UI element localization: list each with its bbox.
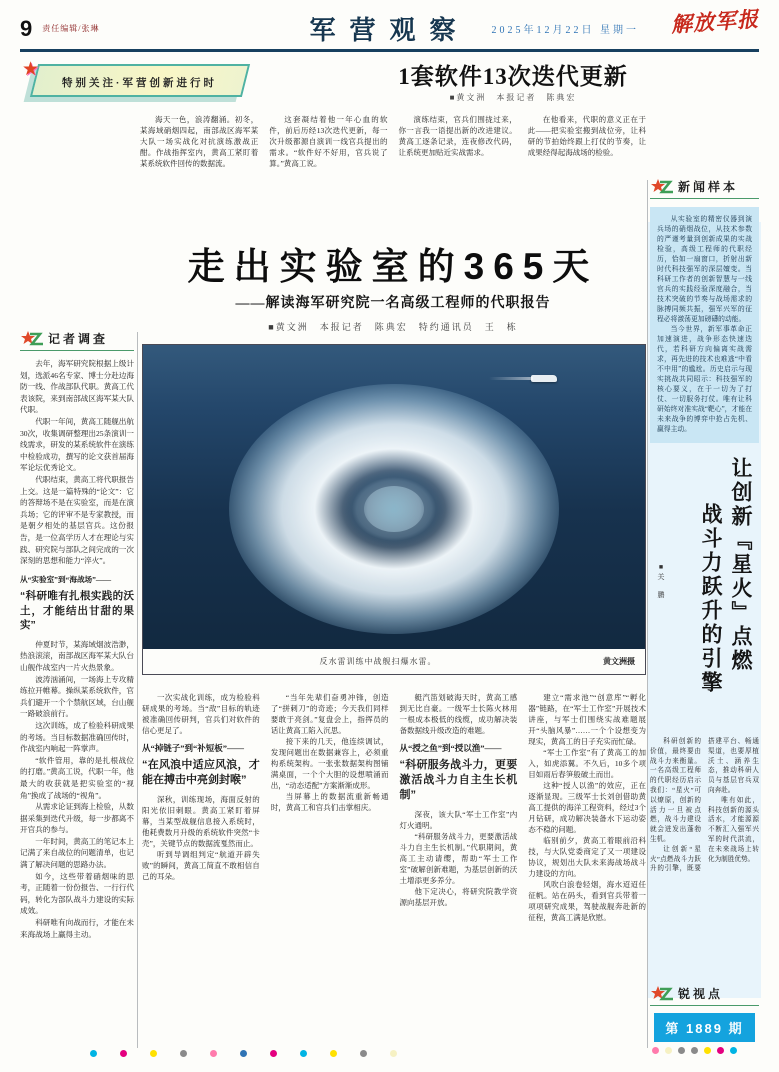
color-dot [704,1047,711,1054]
water-plume-core [364,486,424,532]
commentary-headline: 让创新『星火』点燃 战斗力跃升的引擎 [699,457,752,695]
color-dot [240,1050,247,1057]
top-article-col-1: 海天一色，浪涛翻涌。初冬，某海域硝烟四起，南部战区海军某大队一场实战化对抗演练激战正酣。作战指挥室内，黄高工紧盯着某系统软件回传的数据流。 [140,115,259,168]
color-dot [330,1050,337,1057]
feature-body [142,692,646,1048]
sea-mine-explosion-photo [143,345,645,649]
color-dot [730,1047,737,1054]
top-article-title: 1套软件13次迭代更新 [398,64,628,89]
color-dot [270,1050,277,1057]
top-article-col-3: 演练结束，官兵们围拢过来，你一言我一语提出新的改进建议。黄高工逐条记录，连夜修改代码，让系统更加贴近实战需求。 [398,115,517,157]
feature-photo-box [142,344,646,675]
color-dot [360,1050,367,1057]
photo-caption-row [143,649,645,674]
color-dot [210,1050,217,1057]
banner-label: 特别关注·军营创新进行时 [62,77,218,89]
color-dots-right [650,1047,759,1054]
quote-intro: 从“实验室”到“海战场”—— [20,574,112,584]
commentary-headline-block [650,451,759,733]
section-label: 锐视点 [678,987,724,1001]
color-dots-left [88,1050,397,1057]
color-dot [300,1050,307,1057]
color-dot [120,1050,127,1057]
feature-headline: 走出实验室的365天 [187,246,599,287]
color-dot [180,1050,187,1057]
feature-byline: ■黄文洲 本报记者 陈典宏 特约通讯员 王 栋 [268,322,518,332]
section-title: 军营观察 [309,15,470,45]
commentary-body: 科研创新的价值，最终要由战斗力来衡量。一名高级工程师的代职经历启示我们：“星火”可以燎原，创新的活力一旦被点燃，战斗力建设就会迸发出蓬勃生机。 让创新“星火”点燃战斗力跃升的引擎，既要搭建平台、畅通渠道，也要厚植沃土、涵养生态，推动科研人员与基层官兵双向奔赴。 唯有如此，科技创新的源头活水，才能源源不断汇入强军兴军的时代洪流，在未来战场上转化为制胜优势。 [650,738,759,873]
reporter-section-header [20,330,134,351]
color-dot [90,1050,97,1057]
color-dot [691,1047,698,1054]
feature-subtitle: ——解读海军研究院一名高级工程师的代职报告 [235,296,551,311]
color-dot [678,1047,685,1054]
star-z-icon [650,986,674,1002]
news-sample-header [650,178,759,199]
pull-quote: “在风浪中适应风浪，才能在搏击中亮剑封喉” [142,759,260,786]
top-article-col-4: 在他看来，代职的意义正在于此——把实验室搬到战位旁，让科研的节拍始终跟上打仗的节奏，让成果经得起海战场的检验。 [527,115,646,157]
sharp-view-header [650,985,759,1006]
top-article-body [140,114,646,224]
page-header [20,8,759,52]
color-dot [390,1050,397,1057]
photo-caption: 反水雷训练中战舰扫爆水雷。 [319,657,437,666]
top-article-byline: ■黄文洲 本报记者 陈典宏 [449,93,577,102]
warship [531,375,557,382]
column-divider-right [647,180,648,1048]
feature-col-3: 艇汽笛划破海天时，黄高工感到无比自豪。一级军士长陈火林用一根成本极低的线缆，成功解决装备数据线升级改造的难题。 从“授之鱼”到“授以渔”—— “科研服务战斗力，更要激活战斗力自主生长机制” 深夜，该大队“军士工作室”内灯火通明。 “科研服务战斗力，更要激活战斗力自主生长机制。”代职期间，黄高工主动请缨，帮助“军士工作室”破解创新难题，为基层创新的沃土增添更多养分。 他下定决心，将研究院教学资源向基层开放。 [399,693,518,907]
color-dot [150,1050,157,1057]
color-dot [652,1047,659,1054]
news-sample-box: 从实验室的精密仪器到演兵场的硝烟战位，从技术参数的严谨考量到创新成果的实战检验，高级工程师的代职经历，恰如一扇窗口，折射出新时代科技强军的深层嬗变。当科研工作者的创新智慧与一线官兵的实践经验深度融合，当技术突破的节奏与战场需求的脉搏同频共振，强军兴军的征程必将激荡更加磅礴的动能。 当今世界，新军事革命正加速演进，战争形态快速迭代，若科研方向偏离实战需求，再先进的技术也难逃“中看不中用”的尴尬。历史启示与现实挑战共同昭示：科技强军的核心要义，在于一切为了打仗、一切服务打仗。唯有让科研始终对准实战“靶心”，才能在未来战争的博弈中抢占先机、赢得主动。 [650,207,759,443]
page-number: 9 [20,15,33,41]
quote-intro: 从“授之鱼”到“授以渔”—— [399,743,502,753]
star-icon: ★ [22,59,40,80]
color-dot [717,1047,724,1054]
feature-col-1: 一次实战化训练，成为检验科研成果的考场。当“敌”目标的轨迹被准确回传研判，官兵们对软件的信心更足了。 从“掉链子”到“补短板”—— “在风浪中适应风浪，才能在搏击中亮剑封喉” 深秋，训练现场，海面反射的阳光依旧刺眼。黄高工紧盯着屏幕，当某型战舰信息接入系统时，他耗费数月升级的系统软件突然“卡壳”，关键节点的数据流戛然而止。 听到导调组判定“航道开辟失败”的瞬间，黄高工简直不敢相信自己的耳朵。 [142,693,260,881]
star-z-icon [20,331,44,347]
column-divider-left [137,332,138,1048]
special-focus-banner [30,64,250,97]
star-z-icon [650,179,674,195]
reporter-investigation-column: 记者调查 去年，海军研究院根据上级计划，选派46名专家、博士分赴边海防一线、作战部队代职。黄高工代表该院，来到南部战区海军某大队代职。 代职一年间，黄高工随舰出航30次，收集调研整理出25条演训一线需求，研发的某系统软件在演练中检验成功，撰写的论文获首届海军论坛优秀论文。 代职结束，黄高工将代职报告上交。这是一篇特殊的“论文”：它的答辩场不是在实验室，而是在演兵场；它的评审不是专家教授，而是朝夕相处的基层官兵。这份报告，是一位高学历人才在理论与实践、研究院与部队之间完成的一次深刻的思想和能力“淬火”。 从“实验室”到“海战场”—— “科研唯有扎根实践的沃土，才能结出甘甜的果实” 仲夏时节，某海域烟波浩渺，热浪滚滚，南部战区海军某大队台山舰作战室内一片火热景象。 波涛汹涌间，一场海上专攻精练拉开帷幕。操纵某系统软件，官兵们避开一个个禁航区域，台山舰一路破浪前行。 这次训练，成了检验科研成果的考场。当目标数据准确回传时，作战室内响起一阵掌声。 “软件管用，靠的是扎根战位的打磨。”黄高工说，代职一年，他最大的收获就是把实验室的“视角”换成了战场的“视角”。 从需求论证到海上检验，从数据采集到迭代升级，每一步都离不开官兵的参与。 一年时间，黄高工的笔记本上记满了来自战位的问题清单，也记满了解决问题的思路办法。 如今，这些带着硝烟味的思考，正随着一份份报告、一行行代码，转化为部队战斗力建设的实际成效。 科研唯有向战而行，才能在未来海战场上赢得主动。 [20,332,134,939]
section-label: 新闻样本 [678,180,739,194]
editor-credit: 责任编辑/张琳 [42,24,100,33]
date-line: 2025年12月22日 星期一 [491,25,639,36]
color-dot [665,1047,672,1054]
right-sidebar [650,178,759,1054]
section-label: 记者调查 [48,332,109,346]
issue-number-box: 第 1889 期 [654,1013,755,1042]
masthead-logo: 解放军报 [670,6,760,38]
commentary-author: ■关 鹏 [657,563,665,600]
photo-credit: 黄文洲摄 [603,657,635,666]
feature-col-2: “当年先辈们奋勇冲锋，创造了“拼刺刀”的奇迹；今天我们同样要敢于亮剑。”复盘会上，指挥员的话让黄高工陷入沉思。 接下来的几天，他连续调试，发现问题出在数据兼容上，必须重构系统架构。一张张数据架构图铺满桌面，一个个大胆的设想喷涌而出，“动态适配”方案渐渐成形。 当屏幕上的数据流重新畅通时，黄高工和官兵们击掌相庆。 [270,693,389,812]
pull-quote: “科研服务战斗力，更要激活战斗力自主生长机制” [399,759,518,801]
top-article-col-2: 这套凝结着他一年心血的软件，前后历经13次迭代更新，每一次升级都源自演训一线官兵提出的需求。“软件好不好用，官兵说了算。”黄高工说。 [269,115,388,168]
quote-intro: 从“掉链子”到“补短板”—— [142,743,245,753]
feature-col-4: 建立“需求池”“创意库”“孵化器”链路，在“军士工作室”开展技术讲座，与军士们围绕实战难题展开“头脑风暴”……一个个设想变为现实，黄高工的日子充实而忙碌。 “军士工作室”有了黄高工的加入，如虎添翼。不久后，10多个项目如雨后春笋般破土而出。 这种“授人以渔”的效应，正在逐渐显现。三级军士长刘创借助黄高工提供的海洋工程资料，经过3个月钻研，成功解决装备水下运动姿态不稳的问题。 临别前夕，黄高工着眼前沿科技，与大队党委商定了又一项建设协议，规划出大队未来海战场战斗力建设的方向。 风吹白浪卷轻烟，海水迢迢任征帆。站在码头，看到官兵带着一项项研究成果，驾驶战舰奔赴新的征程，黄高工满是欣慰。 [528,693,646,922]
pull-quote: “科研唯有扎根实践的沃土，才能结出甘甜的果实” [20,590,134,632]
